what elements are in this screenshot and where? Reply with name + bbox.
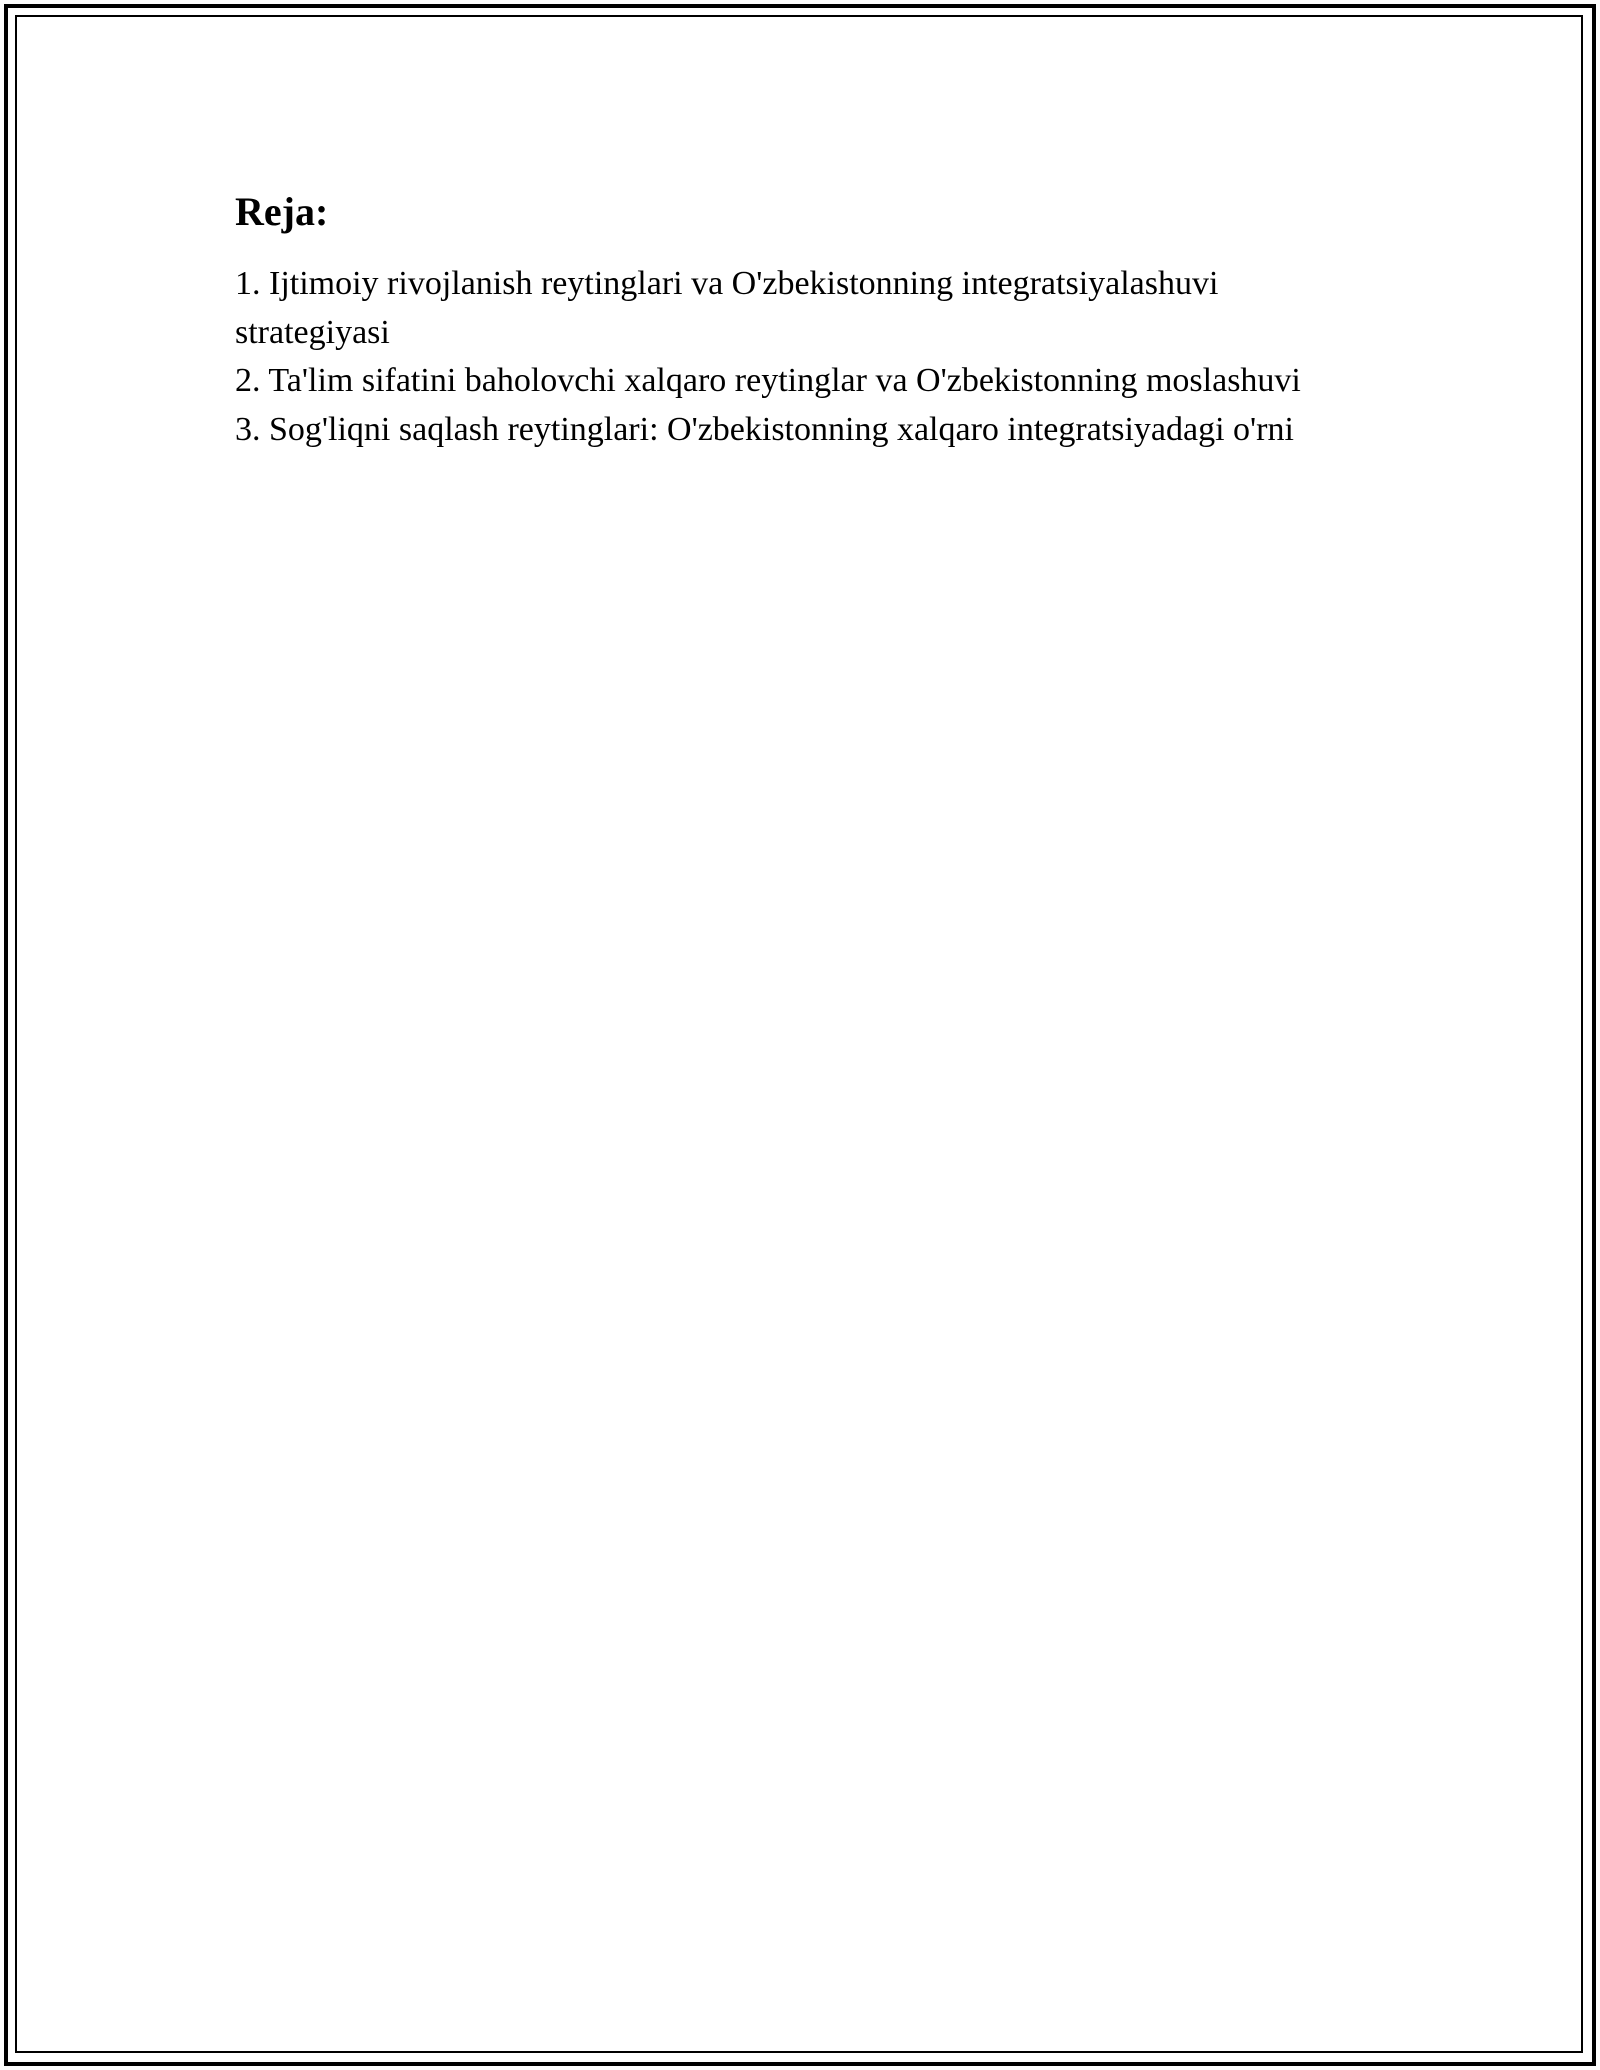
plan-list [235, 260, 1345, 454]
page-title: Reja: [235, 189, 329, 234]
document-body [235, 184, 1345, 454]
plan-item-2: 2. Ta'lim sifatini baholovchi xalqaro reytinglar va O'zbekistonning moslashuvi [235, 362, 1301, 399]
plan-item-3: 3. Sog'liqni saqlash reytinglari: O'zbekistonning xalqaro integratsiyadagi o'rni [235, 410, 1294, 448]
plan-item-1: 1. Ijtimoiy rivojlanish reytinglari va O'zbekistonning integratsiyalashuvi strategiyasi [235, 265, 1219, 351]
